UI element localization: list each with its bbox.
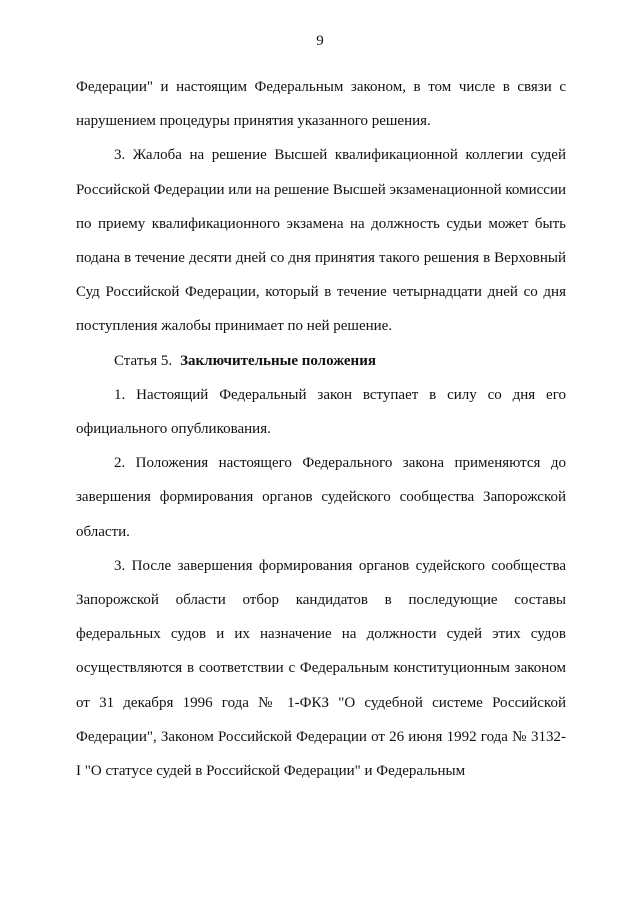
page-number: 9 bbox=[316, 33, 324, 49]
paragraph-after-formation: 3. После завершения формирования органов судейского сообщества Запорожской области отбор кандидатов в последующие составы федеральных судов и их назначение на должности судей этих судов осуществляются в соответствии с Федеральным конституционным законом от 31 декабря 1996 года № 1-ФКЗ "О судебной системе Российской Федерации", Законом Российской Федерации от 26 июня 1992 года № 3132-I "О статусе судей в Российской Федерации" и Федеральным bbox=[76, 557, 566, 780]
document-body bbox=[76, 70, 566, 788]
paragraph-complaint: 3. Жалоба на решение Высшей квалификационной коллегии судей Российской Федерации или на решение Высшей экзаменационной комиссии по приему квалификационного экзамена на должность судьи может быть подана в течение десяти дней со дня принятия такого решения в Верховный Суд Российской Федерации, который в течение четырнадцати дней со дня поступления жалобы принимает по ней решение. bbox=[76, 147, 567, 335]
paragraph-application: 2. Положения настоящего Федерального закона применяются до завершения формирования органов судейского сообщества Запорожской области. bbox=[76, 455, 566, 540]
paragraph-continuation: Федерации" и настоящим Федеральным законом, в том числе в связи с нарушением процедуры принятия указанного решения. bbox=[76, 79, 566, 130]
article-label: Статья 5. bbox=[114, 352, 173, 369]
paragraph-entry-into-force: 1. Настоящий Федеральный закон вступает в силу со дня его официального опубликования. bbox=[76, 386, 566, 438]
article-title: Заключительные положения bbox=[180, 352, 376, 369]
article-heading bbox=[76, 344, 566, 378]
